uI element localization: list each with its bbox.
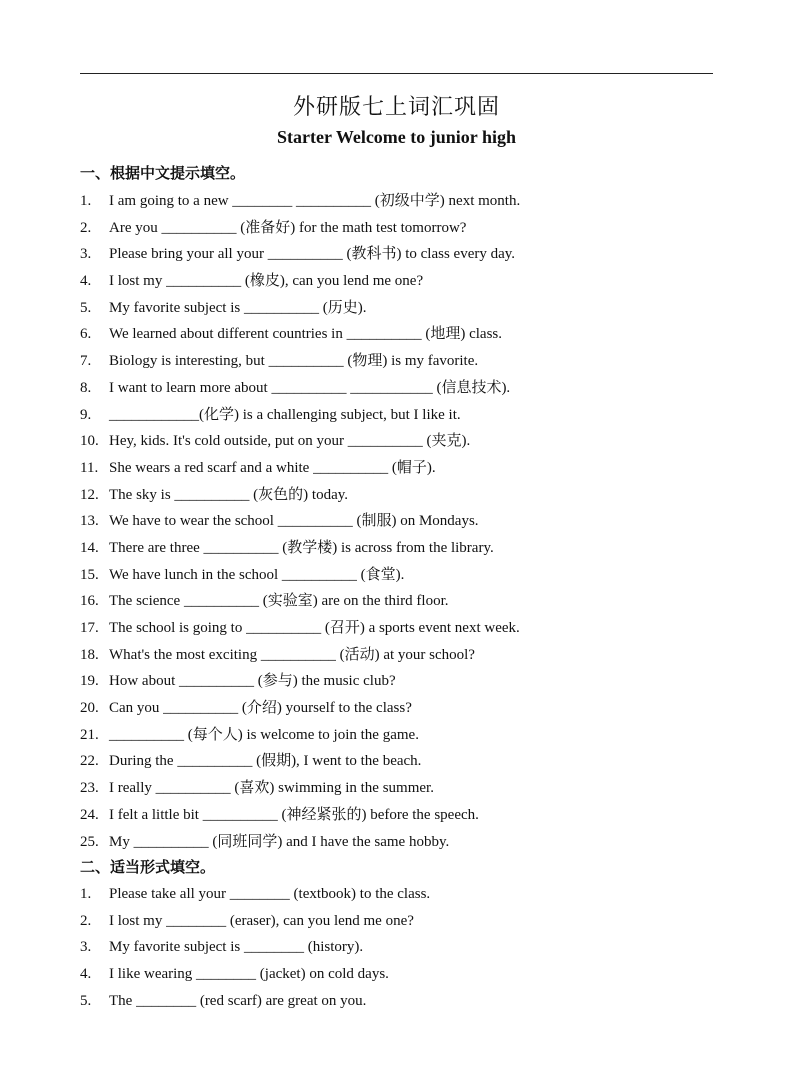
- item-text: I felt a little bit __________ (神经紧张的) before the speech.: [109, 806, 479, 823]
- item-text: My __________ (同班同学) and I have the same hobby.: [109, 833, 450, 850]
- exercise-item: [80, 348, 720, 375]
- exercise-item: [80, 188, 720, 215]
- exercise-item: [80, 881, 720, 908]
- item-number: 23.: [80, 780, 99, 797]
- item-text: We learned about different countries in __________ (地理) class.: [109, 326, 502, 343]
- exercise-item: [80, 722, 720, 749]
- item-text: I really __________ (喜欢) swimming in the summer.: [109, 780, 434, 797]
- exercise-item: [80, 295, 720, 322]
- item-text: I lost my ________ (eraser), can you lend me one?: [109, 912, 414, 929]
- exercise-item: [80, 402, 720, 429]
- item-number: 19.: [80, 673, 99, 690]
- item-number: 14.: [80, 539, 99, 556]
- exercise-item: [80, 668, 720, 695]
- item-number: 15.: [80, 566, 99, 583]
- item-text: Biology is interesting, but __________ (物理) is my favorite.: [109, 353, 479, 370]
- item-text: Please take all your ________ (textbook) to the class.: [109, 886, 431, 902]
- exercise-item: [80, 428, 720, 455]
- exercise-item: [80, 588, 720, 615]
- exercise-item: [80, 748, 720, 775]
- item-text: I want to learn more about __________ ___________ (信息技术).: [109, 379, 511, 396]
- item-text: The school is going to __________ (召开) a sports event next week.: [109, 620, 520, 636]
- item-text: My favorite subject is __________ (历史).: [109, 299, 367, 316]
- item-number: 1.: [80, 886, 92, 902]
- item-number: 1.: [80, 193, 92, 209]
- item-number: 10.: [80, 433, 99, 450]
- item-number: 21.: [80, 726, 99, 743]
- exercise-item: [80, 535, 720, 562]
- exercise-item: [80, 775, 720, 802]
- exercise-item: [80, 562, 720, 589]
- item-number: 3.: [80, 246, 92, 263]
- item-number: 5.: [80, 992, 92, 1009]
- item-text: We have to wear the school __________ (制服) on Mondays.: [109, 513, 479, 530]
- exercise-item: [80, 642, 720, 669]
- exercise-item: [80, 375, 720, 402]
- page-subtitle: Starter Welcome to junior high: [277, 127, 516, 147]
- item-number: 17.: [80, 620, 99, 636]
- item-number: 6.: [80, 326, 92, 343]
- item-number: 20.: [80, 700, 99, 717]
- exercise-item: [80, 455, 720, 482]
- top-rule: [80, 73, 713, 74]
- item-text: Are you __________ (准备好) for the math test tomorrow?: [109, 219, 467, 236]
- item-number: 16.: [80, 593, 99, 610]
- item-text: Please bring your all your __________ (教科书) to class every day.: [109, 246, 516, 263]
- item-text: I like wearing ________ (jacket) on cold days.: [109, 966, 389, 983]
- item-text: Can you __________ (介绍) yourself to the class?: [109, 700, 412, 717]
- exercise-item: [80, 829, 720, 856]
- page-title: 外研版七上词汇巩固: [292, 95, 500, 120]
- exercise-item: [80, 241, 720, 268]
- item-number: 2.: [80, 219, 92, 236]
- item-text: ____________(化学) is a challenging subject, but I like it.: [109, 406, 461, 423]
- section-1-heading: 一、根据中文提示填空。: [80, 164, 246, 182]
- exercise-item: [80, 961, 720, 988]
- section-2-heading: 二、适当形式填空。: [80, 858, 216, 876]
- exercise-item: [80, 268, 720, 295]
- item-number: 11.: [80, 459, 99, 476]
- item-text: What's the most exciting __________ (活动) at your school?: [109, 646, 475, 663]
- item-text: The sky is __________ (灰色的) today.: [109, 486, 349, 503]
- item-text: Hey, kids. It's cold outside, put on your __________ (夹克).: [109, 433, 471, 450]
- item-text: My favorite subject is ________ (history).: [109, 939, 364, 956]
- item-number: 18.: [80, 646, 99, 663]
- item-number: 4.: [80, 273, 92, 290]
- exercise-item: [80, 934, 720, 961]
- item-number: 22.: [80, 753, 99, 770]
- exercise-item: [80, 695, 720, 722]
- item-text: How about __________ (参与) the music club?: [109, 673, 396, 690]
- item-number: 12.: [80, 486, 99, 503]
- item-number: 8.: [80, 379, 92, 396]
- item-text: The science __________ (实验室) are on the third floor.: [109, 593, 449, 610]
- exercise-item: [80, 988, 720, 1015]
- item-number: 3.: [80, 939, 92, 956]
- item-number: 7.: [80, 353, 92, 370]
- item-number: 4.: [80, 966, 92, 983]
- exercise-item: [80, 508, 720, 535]
- exercise-item: [80, 482, 720, 509]
- exercise-item: [80, 615, 720, 642]
- item-text: She wears a red scarf and a white __________ (帽子).: [109, 459, 436, 476]
- item-text: We have lunch in the school __________ (食堂).: [109, 566, 405, 583]
- exercise-item: [80, 908, 720, 935]
- item-number: 25.: [80, 833, 99, 850]
- item-number: 5.: [80, 299, 92, 316]
- item-text: I lost my __________ (橡皮), can you lend me one?: [109, 273, 424, 290]
- item-text: __________ (每个人) is welcome to join the game.: [109, 726, 419, 743]
- item-number: 13.: [80, 513, 99, 530]
- item-number: 9.: [80, 406, 92, 423]
- item-number: 24.: [80, 806, 99, 823]
- item-number: 2.: [80, 912, 92, 929]
- exercise-item: [80, 321, 720, 348]
- exercise-item: [80, 215, 720, 242]
- section-2-list: [80, 881, 720, 1014]
- item-text: During the __________ (假期), I went to the beach.: [109, 753, 422, 770]
- item-text: There are three __________ (教学楼) is across from the library.: [109, 539, 494, 556]
- item-text: I am going to a new ________ __________ (初级中学) next month.: [109, 193, 521, 209]
- section-1-list: [80, 188, 720, 855]
- item-text: The ________ (red scarf) are great on you.: [109, 992, 367, 1009]
- exercise-item: [80, 802, 720, 829]
